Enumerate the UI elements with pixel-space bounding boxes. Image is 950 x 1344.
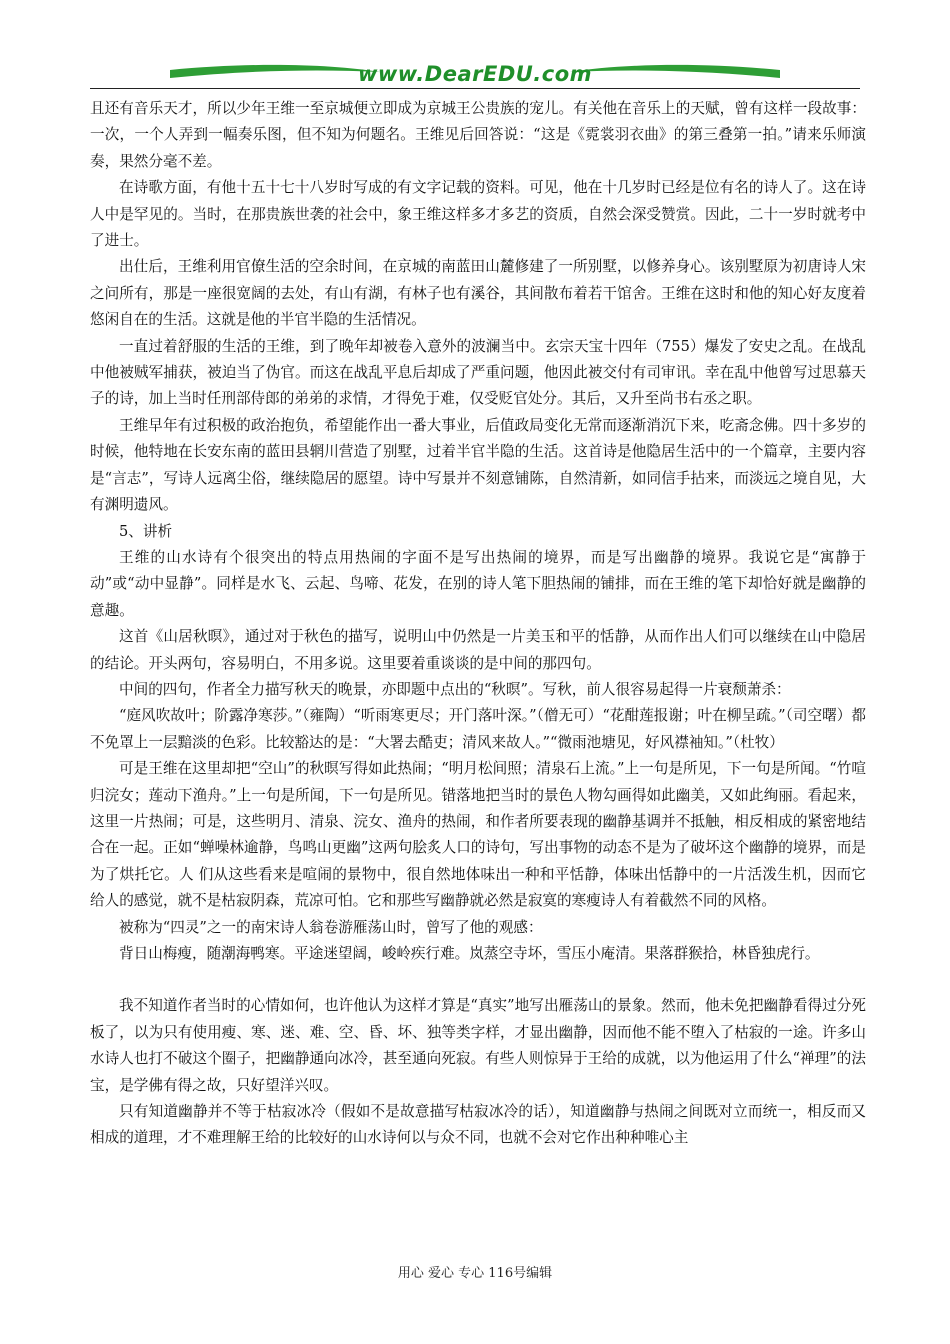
paragraph: 被称为“四灵”之一的南宋诗人翁卷游雁荡山时，曾写了他的观感：	[119, 918, 543, 936]
paragraph: 背日山梅瘦，随潮海鸭寒。平途迷望阔，峻岭疾行难。岚蒸空寺坏，雪压小庵清。果落群猴拾，林昏独虎行。	[119, 945, 820, 962]
page-header	[90, 56, 860, 90]
paragraph: 只有知道幽静并不等于枯寂冰冷（假如不是故意描写枯寂冰冷的话），知道幽静与热闹之间既对立而统一，相反而又相成的道理，才不难理解王给的比较好的山水诗何以与众不同，也就不会对它作出种种唯心主	[90, 1103, 866, 1147]
paragraph: 可是王维在这里却把“空山”的秋暝写得如此热闹；“明月松间照；清泉石上流。”上一句是所见，下一句是所闻。“竹喧归浣女；莲动下渔舟。”上一句是所闻，下一句是所见。错落地把当时的景色人物勾画得如此幽美，又如此绚丽。看起来，这里一片热闹；可是，这些明月、清泉、浣女、渔舟的热闹，和作者所要表现的幽静基调并不抵触，相反相成的紧密地结合在一起。正如“蝉噪林逾静，鸟鸣山更幽”这两句脍炙人口的诗句，写出事物的动态不是为了破坏这个幽静的境界，而是为了烘托它。人 们从这些看来是喧闹的景物中，很自然地体味出一种和平恬静，体味出恬静中的一片活泼生机，因而它给人的感觉，就不是枯寂阴森，荒凉可怕。它和那些写幽静就必然是寂寞的寒瘦诗人有着截然不同的风格。	[90, 760, 866, 910]
site-logo: www.DearEDU.com	[357, 62, 593, 86]
paragraph: “庭风吹故叶；阶露净寒莎。”（雍陶）“听雨寒更尽；开门落叶深。”（僧无可）“花酣莲报谢；叶在柳呈疏。”（司空曙）都不免罩上一层黯淡的色彩。比较豁达的是：“大署去酷吏；清风来故人。”“微雨池塘见，好风襟袖知。”（杜牧）	[90, 707, 866, 751]
paragraph: 5、讲析	[119, 522, 173, 540]
paragraph: 出仕后，王维利用官僚生活的空余时间，在京城的南蓝田山麓修建了一所别墅，以修养身心。该别墅原为初唐诗人宋之问所有，那是一座很宽阔的去处，有山有湖，有林子也有溪谷，其间散布着若干馆舍。王维在这时和他的知心好友度着悠闲自在的生活。这就是他的半官半隐的生活情况。	[90, 258, 866, 329]
paragraph-gap	[90, 967, 866, 993]
paragraph: 王维早年有过积极的政治抱负，希望能作出一番大事业，后值政局变化无常而逐渐消沉下来，吃斋念佛。四十多岁的时候，他特地在长安东南的蓝田县辋川营造了别墅，过着半官半隐的生活。这首诗是他隐居生活中的一个篇章，主要内容是“言志”，写诗人远离尘俗，继续隐居的愿望。诗中写景并不刻意铺陈，自然清新，如同信手拈来，而淡远之境自见，大有渊明遗风。	[90, 416, 866, 514]
paragraph: 且还有音乐天才，所以少年王维一至京城便立即成为京城王公贵族的宠儿。有关他在音乐上的天赋，曾有这样一段故事：一次，一个人弄到一幅奏乐图，但不知为何题名。王维见后回答说：“这是《霓裳羽衣曲》的第三叠第一拍。”请来乐师演奏，果然分毫不差。	[90, 100, 866, 170]
page-footer: 用心 爱心 专心 116号编辑	[397, 1266, 553, 1281]
paragraph: 中间的四句，作者全力描写秋天的晚景，亦即题中点出的“秋暝”。写秋，前人很容易起得一片衰颓萧杀：	[119, 680, 791, 698]
header-divider	[90, 88, 860, 89]
paragraph: 一直过着舒服的生活的王维，到了晚年却被卷入意外的波澜当中。玄宗天宝十四年（755）爆发了安史之乱。在战乱中他被贼军捕获，被迫当了伪官。而这在战乱平息后却成了严重问题，他因此被交付有司审讯。幸在乱中他曾写过思慕天子的诗，加上当时任刑部侍郎的弟弟的求情，才得免于难，仅受贬官处分。其后，又升至尚书右丞之职。	[90, 337, 866, 408]
paragraph: 王维的山水诗有个很突出的特点用热闹的字面不是写出热闹的境界，而是写出幽静的境界。我说它是“寓静于动”或“动中显静”。同样是水飞、云起、鸟啼、花发，在别的诗人笔下胆热闹的铺排，而在王维的笔下却恰好就是幽静的意趣。	[90, 548, 866, 619]
paragraph: 这首《山居秋暝》，通过对于秋色的描写，说明山中仍然是一片美玉和平的恬静，从而作出人们可以继续在山中隐居的结论。开头两句，容易明白，不用多说。这里要着重谈谈的是中间的那四句。	[90, 628, 866, 672]
article-body	[90, 96, 866, 1152]
paragraph: 我不知道作者当时的心情如何，也许他认为这样才算是“真实”地写出雁荡山的景象。然而，他未免把幽静看得过分死板了，以为只有使用瘦、寒、迷、难、空、昏、坏、独等类字样，才显出幽静，因而他不能不堕入了枯寂的一途。许多山水诗人也打不破这个圈子，把幽静通向冰冷，甚至通向死寂。有些人则惊异于王给的成就，以为他运用了什么“禅理”的法宝，是学佛有得之故，只好望洋兴叹。	[90, 997, 866, 1094]
paragraph: 在诗歌方面，有他十五十七十八岁时写成的有文字记载的资料。可见，他在十几岁时已经是位有名的诗人了。这在诗人中是罕见的。当时，在那贵族世袭的社会中，象王维这样多才多艺的资质，自然会深受赞赏。因此，二十一岁时就考中了进士。	[90, 179, 866, 250]
